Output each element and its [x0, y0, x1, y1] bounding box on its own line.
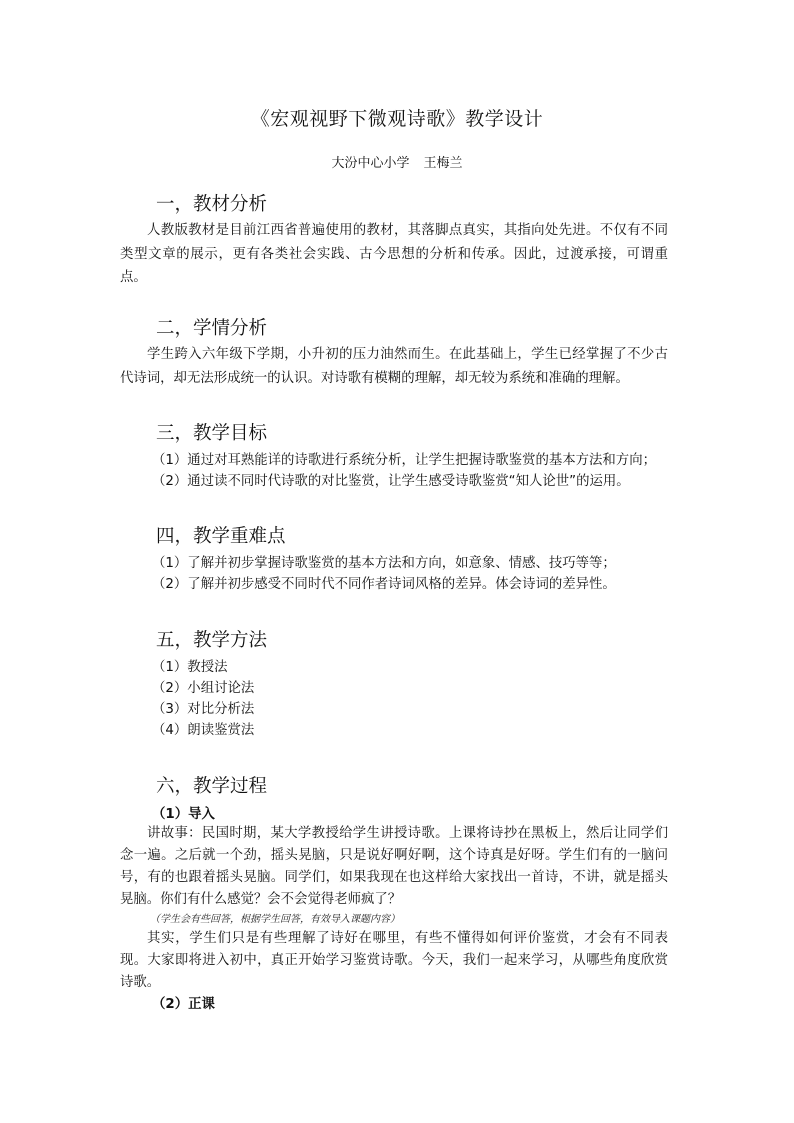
list-item: （4）朗读鉴赏法 — [152, 723, 255, 738]
list-item: （1）教授法 — [152, 660, 228, 675]
section-paragraph-students: 学生跨入六年级下学期，小升初的压力油然而生。在此基础上，学生已经掌握了不少古代诗词，却无法形成统一的认识。对诗歌有模糊的理解，却无较为系统和准确的理解。 — [120, 347, 668, 386]
document-title: 《宏观视野下微观诗歌》教学设计 — [250, 108, 544, 130]
section-heading-process: 六，教学过程 — [156, 776, 268, 797]
subheading-introduction: （1）导入 — [152, 807, 215, 822]
section-heading-methods: 五，教学方法 — [156, 630, 268, 651]
author-school: 大汾中心小学 — [331, 156, 410, 171]
process-paragraph-intro: 讲故事：民国时期，某大学教授给学生讲授诗歌。上课将诗抄在黑板上，然后让同学们念一遍。之后就一个劲，摇头晃脑，只是说好啊好啊，这个诗真是好呀。学生们有的一脑问号，有的也跟着摇头晃脑。同学们，如果我现在也这样给大家找出一首诗，不讲，就是摇头晃脑。你们有什么感觉？会不会觉得老师疯了？ — [120, 826, 668, 907]
section-heading-materials: 一，教材分析 — [156, 194, 268, 215]
subheading-main-lesson: （2）正课 — [152, 997, 215, 1012]
section-heading-students: 二，学情分析 — [156, 318, 268, 339]
list-item: （1）通过对耳熟能详的诗歌进行系统分析，让学生把握诗歌鉴赏的基本方法和方向； — [152, 453, 656, 468]
objectives-list — [152, 450, 656, 492]
author-name: 王梅兰 — [423, 156, 463, 171]
teacher-note: （学生会有些回答，根据学生回答，有效导入课题内容） — [150, 914, 400, 925]
methods-list — [152, 657, 254, 741]
key-points-list — [152, 553, 616, 595]
list-item: （1）了解并初步掌握诗歌鉴赏的基本方法和方向，如意象、情感、技巧等等； — [152, 556, 616, 571]
author-line — [0, 152, 794, 171]
section-heading-key-points: 四，教学重难点 — [156, 526, 286, 547]
section-paragraph-materials: 人教版教材是目前江西省普遍使用的教材，其落脚点真实，其指向处先进。不仅有不同类型文章的展示，更有各类社会实践、古今思想的分析和传承。因此，过渡承接，可谓重点。 — [120, 223, 668, 285]
process-paragraph-transition: 其实，学生们只是有些理解了诗好在哪里，有些不懂得如何评价鉴赏，才会有不同表现。大家即将进入初中，真正开始学习鉴赏诗歌。今天，我们一起来学习，从哪些角度欣赏诗歌。 — [120, 931, 668, 990]
section-heading-objectives: 三，教学目标 — [156, 423, 268, 444]
list-item: （3）对比分析法 — [152, 702, 255, 717]
list-item: （2）小组讨论法 — [152, 681, 255, 696]
list-item: （2）通过读不同时代诗歌的对比鉴赏，让学生感受诗歌鉴赏“知人论世”的运用。 — [152, 474, 630, 489]
list-item: （2）了解并初步感受不同时代不同作者诗词风格的差异。体会诗词的差异性。 — [152, 577, 616, 592]
